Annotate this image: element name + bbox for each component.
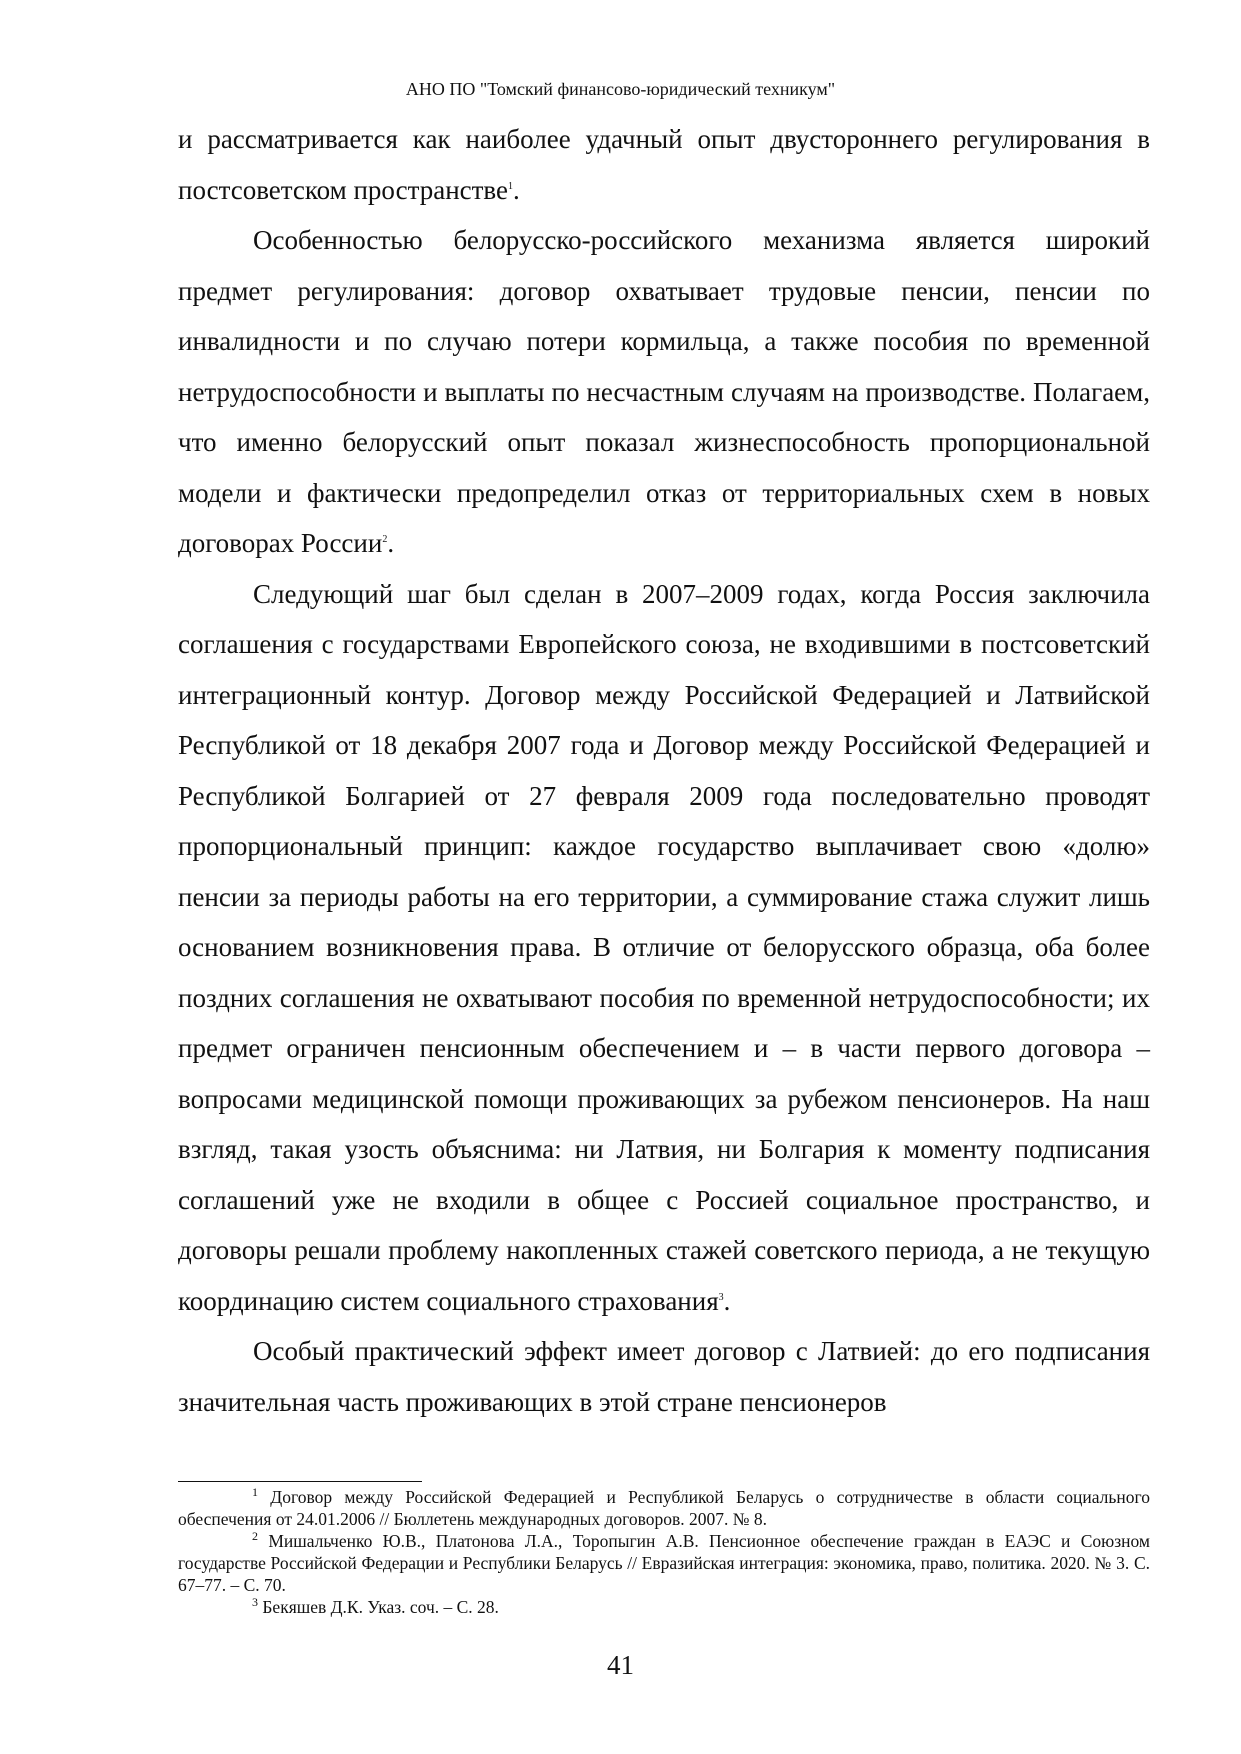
paragraph-text: Следующий шаг был сделан в 2007–2009 годах, когда Россия заключила соглашения с государствами Европейского союза, не входившими в постсоветский интеграционный контур. Договор между Российской Федерацией и Латвийской Республикой от 18 декабря 2007 года и Договор между Российской Федерацией и Республикой Болгарией от 27 февраля 2009 года последовательно проводят пропорциональный принцип: каждое государство выплачивает свою «долю» пенсии за периоды работы на его территории, а суммирование стажа служит лишь основанием возникновения права. В отличие от белорусского образца, оба более поздних соглашения не охватывают пособия по временной нетрудоспособности; их предмет ограничен пенсионным обеспечением и – в части первого договора – вопросами медицинской помощи проживающих за рубежом пенсионеров. На наш взгляд, такая узость объяснима: ни Латвия, ни Болгария к моменту подписания соглашений уже не входили в общее с Россией социальное пространство, и договоры решали проблему накопленных стажей советского периода, а не текущую координацию систем социального страхования [178,578,1150,1316]
footnotes [178,1486,1150,1618]
paragraph-1 [178,114,1150,215]
footnote-number: 3 [252,1595,258,1610]
body-text [178,114,1150,1427]
page-header: АНО ПО "Томский финансово-юридический техникум" [405,79,836,99]
footnote-2 [178,1530,1150,1596]
paragraph-text: Особенностью белорусско-российского механизма является широкий предмет регулирования: договор охватывает трудовые пенсии, пенсии по инвалидности и по случаю потери кормильца, а также пособия по временной нетрудоспособности и выплаты по несчастным случаям на производстве. Полагаем, что именно белорусский опыт показал жизнеспособность пропорциональной модели и фактически предопределил отказ от территориальных схем в новых договорах России [178,225,1150,558]
page-number: 41 [607,1650,634,1680]
paragraph-text: Особый практический эффект имеет договор с Латвией: до его подписания значительная часть проживающих в этой стране пенсионеров [178,1336,1150,1417]
footnote-ref[interactable]: 3 [718,1291,724,1303]
paragraph-3 [178,569,1150,1327]
footnote-1 [178,1486,1150,1530]
paragraph-4 [178,1326,1150,1427]
footnote-number: 2 [252,1529,258,1544]
footnote-text: Бекяшев Д.К. Указ. соч. – С. 28. [262,1597,499,1617]
paragraph-text: и рассматривается как наиболее удачный опыт двустороннего регулирования в постсоветском пространстве [178,124,1150,205]
footnote-text: Мишальченко Ю.В., Платонова Л.А., Торопыгин А.В. Пенсионное обеспечение граждан в ЕАЭС и Союзном государстве Российской Федерации и Республики Беларусь // Евразийская интеграция: экономика, право, политика. 2020. № 3. С. 67–77. – С. 70. [178,1531,1150,1595]
footnote-text: Договор между Российской Федерацией и Республикой Беларусь о сотрудничестве в области социального обеспечения от 24.01.2006 // Бюллетень международных договоров. 2007. № 8. [178,1487,1151,1529]
footnote-separator [178,1481,422,1482]
paragraph-tail: . [723,1285,731,1316]
footnote-3 [178,1596,1150,1618]
footnote-number: 1 [252,1485,258,1500]
paragraph-2 [178,215,1150,569]
footnote-ref[interactable]: 1 [508,180,513,192]
paragraph-tail: . [387,528,395,558]
paragraph-tail: . [513,174,520,205]
footnote-ref[interactable]: 2 [382,534,388,545]
